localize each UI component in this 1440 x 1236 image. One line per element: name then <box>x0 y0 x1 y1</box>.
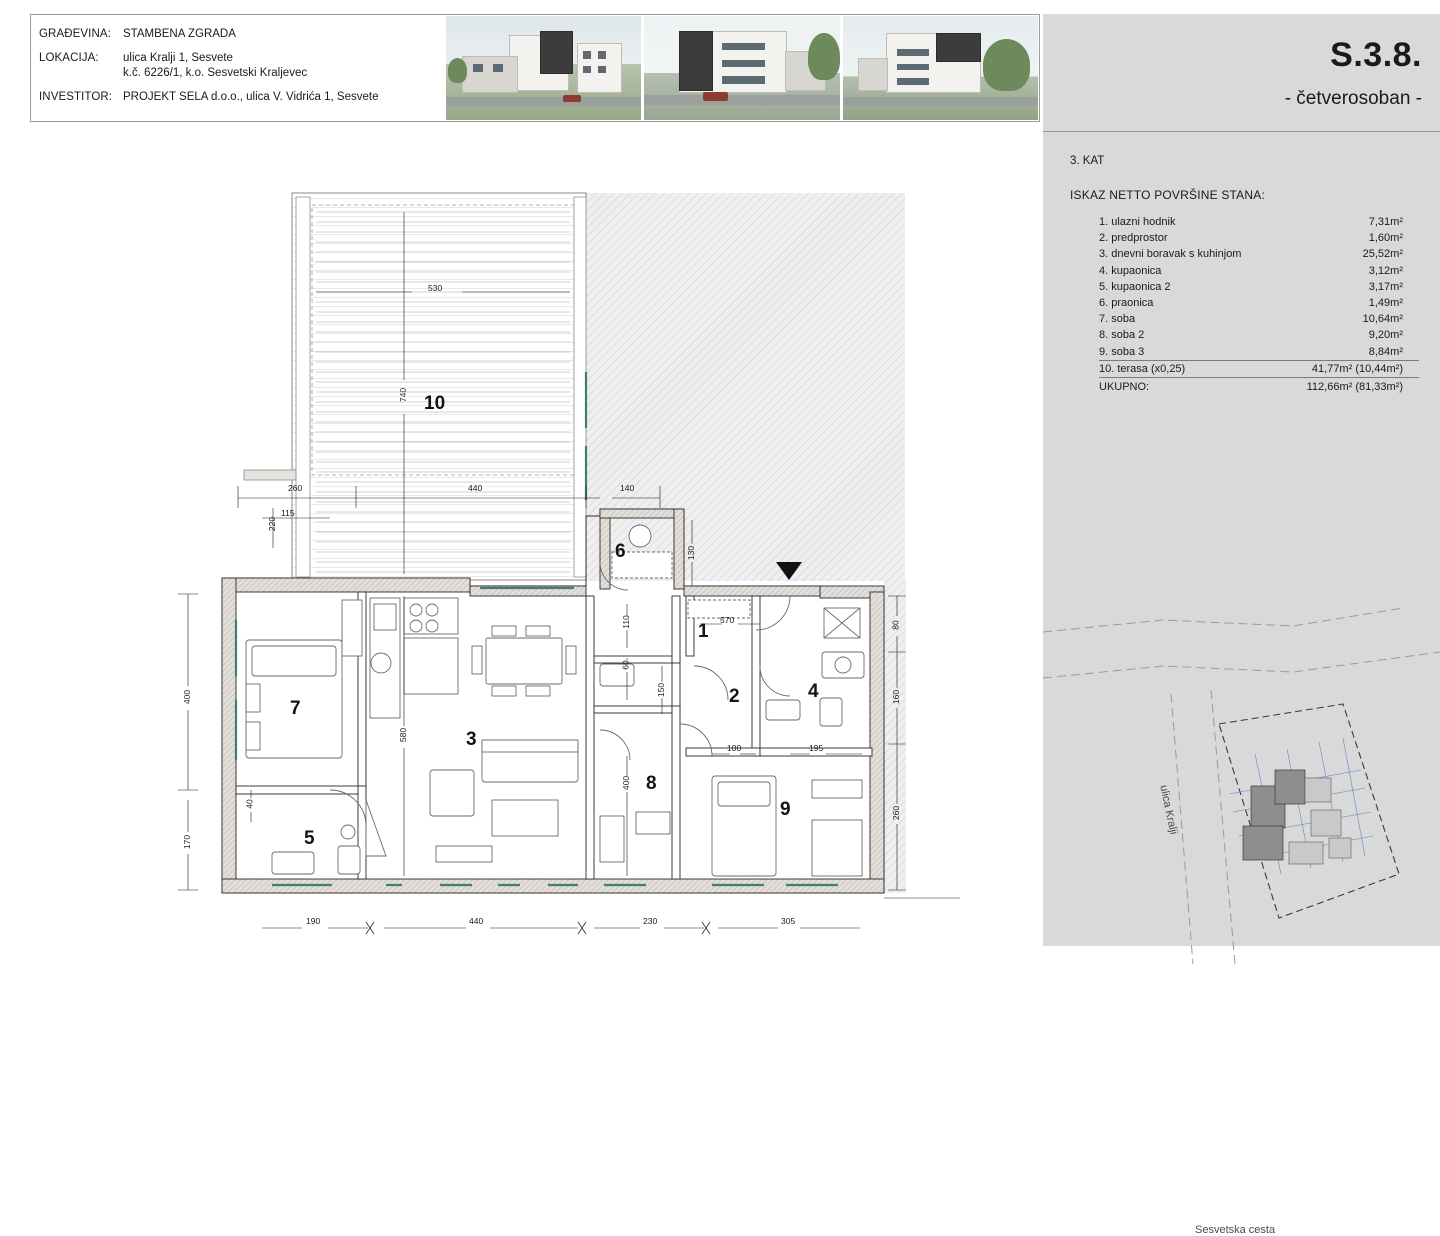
room-name: 7. soba <box>1099 313 1136 326</box>
room-label-4: 4 <box>808 681 819 702</box>
room-area: 1,60m² <box>1368 232 1403 245</box>
room-area: 7,31m² <box>1368 216 1403 228</box>
dimension-text: 150 <box>656 682 667 698</box>
table-row <box>1099 295 1419 311</box>
dimension-text: 60 <box>620 660 631 670</box>
dimension-text: 130 <box>686 545 697 561</box>
dimension-text: 530 <box>428 283 443 293</box>
room-name: 6. praonica <box>1099 297 1154 310</box>
dimension-text: 440 <box>468 483 483 493</box>
label-lokacija: LOKACIJA: <box>39 52 99 64</box>
value-lokacija-line2: k.č. 6226/1, k.o. Sesvetski Kraljevec <box>123 67 308 79</box>
dimension-text: 220 <box>267 516 278 532</box>
room-area: 25,52m² <box>1362 248 1403 261</box>
dimension-text: 570 <box>720 615 735 625</box>
dimension-text: 100 <box>727 743 742 753</box>
table-row <box>1099 360 1419 377</box>
room-label-6: 6 <box>615 541 626 562</box>
room-name: 5. kupaonica 2 <box>1099 280 1171 293</box>
room-area: 41,77m² (10,44m²) <box>1311 362 1403 375</box>
table-row <box>1099 230 1419 246</box>
room-name: 9. soba 3 <box>1099 345 1145 358</box>
room-name: 8. soba 2 <box>1099 329 1145 342</box>
room-area: 10,64m² <box>1362 313 1403 326</box>
table-row <box>1099 246 1419 262</box>
room-name: 1. ulazni hodnik <box>1099 216 1176 228</box>
room-label-10: 10 <box>424 393 446 414</box>
dimension-text: 80 <box>890 620 901 630</box>
dimension-text: 400 <box>621 775 632 791</box>
table-row <box>1099 344 1419 360</box>
floor-label: 3. KAT <box>1070 155 1105 167</box>
room-label-2: 2 <box>729 686 740 707</box>
site-location-map <box>1043 574 1440 1236</box>
room-area: 3,17m² <box>1368 280 1403 293</box>
label-gradevina: GRAĐEVINA: <box>39 28 111 40</box>
dimension-text: 140 <box>620 483 635 493</box>
furniture-bedroom-9 <box>712 776 862 876</box>
map-label-sesvetska-cesta: Sesvetska cesta <box>1195 1224 1276 1236</box>
value-gradevina: STAMBENA ZGRADA <box>123 28 236 40</box>
value-investitor: PROJEKT SELA d.o.o., ulica V. Vidrića 1, Sesvete <box>123 91 379 103</box>
dimension-text: 260 <box>891 805 902 821</box>
dimension-text: 160 <box>891 689 902 705</box>
dimension-text: 440 <box>469 916 484 926</box>
dimension-text: 40 <box>244 799 255 809</box>
value-lokacija-line1: ulica Kralji 1, Sesvete <box>123 52 233 64</box>
room-label-3: 3 <box>466 729 477 750</box>
table-row <box>1099 214 1419 230</box>
area-table <box>1099 214 1419 395</box>
furniture-bedroom-8 <box>600 812 670 862</box>
room-area: 3,12m² <box>1368 264 1403 277</box>
room-name: 2. predprostor <box>1099 232 1168 245</box>
dimension-text: 110 <box>620 615 631 629</box>
furniture-bath-5 <box>272 800 386 874</box>
room-label-9: 9 <box>780 799 791 820</box>
total-label: UKUPNO: <box>1099 381 1150 394</box>
panel-divider <box>1043 131 1440 132</box>
dimension-text: 170 <box>182 834 193 850</box>
furniture-bedroom-7 <box>246 600 362 758</box>
furniture-entry <box>688 600 860 638</box>
table-row-total <box>1099 377 1419 395</box>
room-name: 4. kupaonica <box>1099 264 1162 277</box>
info-panel <box>1043 14 1440 1236</box>
table-row <box>1099 279 1419 295</box>
dimension-text: 115 <box>281 508 295 518</box>
room-label-1: 1 <box>698 621 709 642</box>
room-name: 10. terasa (x0,25) <box>1099 362 1186 375</box>
area-table-title: ISKAZ NETTO POVRŠINE STANA: <box>1070 188 1265 202</box>
terrace-area <box>244 193 586 580</box>
apartment-code: S.3.8. <box>1330 36 1422 74</box>
dimension-text: 305 <box>781 916 796 926</box>
dimension-text: 195 <box>809 743 824 753</box>
table-row <box>1099 263 1419 279</box>
room-area: 8,84m² <box>1368 345 1403 358</box>
dimension-text: 400 <box>182 689 193 705</box>
dimension-text: 740 <box>398 387 409 403</box>
room-name: 3. dnevni boravak s kuhinjom <box>1099 248 1242 261</box>
dimension-text: 260 <box>288 483 303 493</box>
room-area: 1,49m² <box>1368 297 1403 310</box>
room-label-5: 5 <box>304 828 315 849</box>
dimension-text: 230 <box>643 916 658 926</box>
room-label-8: 8 <box>646 773 657 794</box>
dimension-text: 190 <box>306 916 321 926</box>
map-label-ulica-kralji-text: ulica Kralji <box>1157 784 1180 836</box>
room-label-7: 7 <box>290 698 301 719</box>
total-area: 112,66m² (81,33m²) <box>1306 381 1403 394</box>
room-area: 9,20m² <box>1368 329 1403 342</box>
table-row <box>1099 311 1419 327</box>
apartment-type: - četverosoban - <box>1284 88 1422 109</box>
table-row <box>1099 327 1419 343</box>
label-investitor: INVESTITOR: <box>39 91 113 103</box>
dimension-text: 580 <box>398 727 409 743</box>
